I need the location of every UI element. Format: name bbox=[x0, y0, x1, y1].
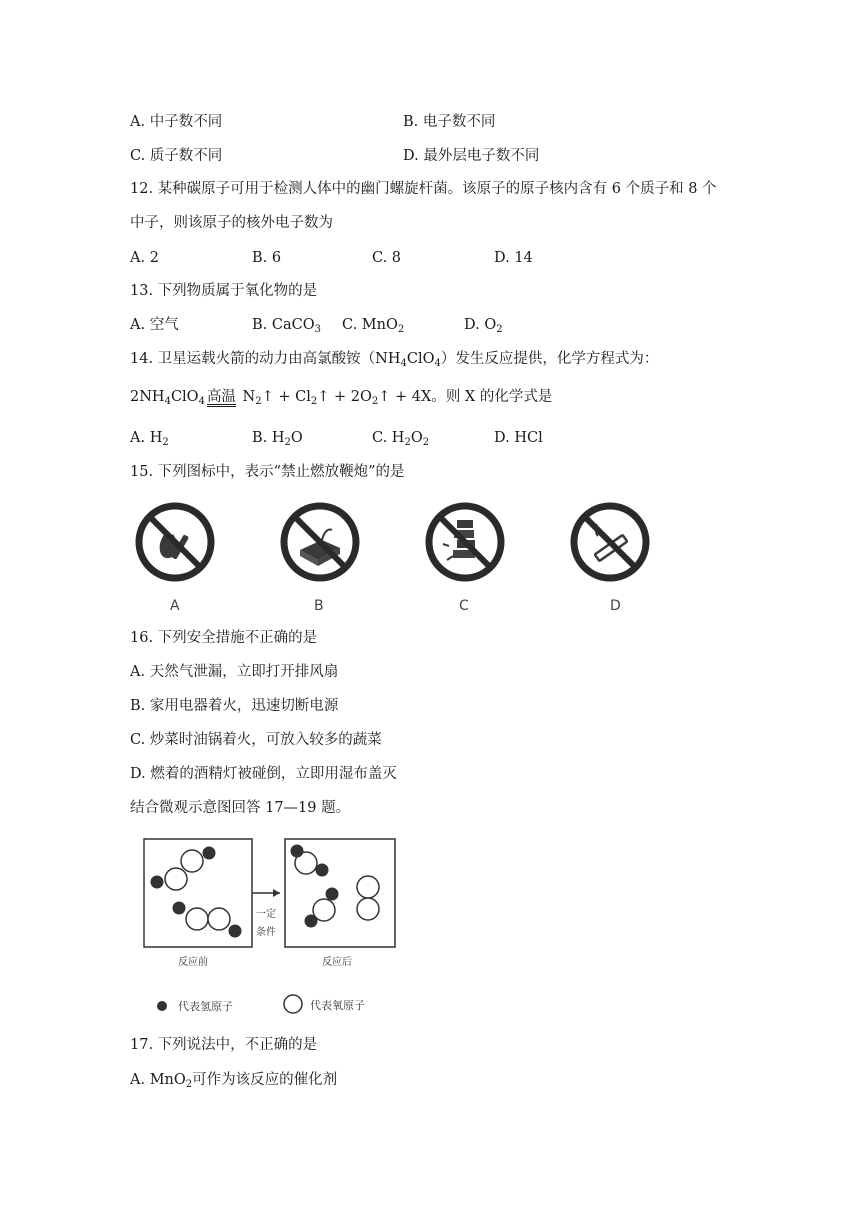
q16-stem: 16. 下列安全措施不正确的是 bbox=[130, 630, 318, 646]
q14-option-c: C. $H_2O_2$ bbox=[372, 430, 430, 448]
q16-option-c: C. 炒菜时油锅着火，可放入较多的蔬菜 bbox=[130, 732, 382, 748]
arrow-label-bottom: 条件 bbox=[256, 927, 276, 938]
legend-hydrogen: 代表氢原子 bbox=[178, 1000, 233, 1013]
q14-equation: $2NH_4ClO_4$ 高温 $N_2↑$ + $Cl_2↑$ + $2O_2↑ + 4X$。则 X 的化学式是 bbox=[130, 389, 553, 407]
q11-option-d: D. 最外层电子数不同 bbox=[403, 148, 540, 164]
arrow-label-top: 一定 bbox=[256, 909, 276, 920]
q12-option-c: C. 8 bbox=[372, 250, 402, 266]
legend-oxygen: 代表氧原子 bbox=[310, 999, 365, 1012]
sign-label-d: D bbox=[610, 598, 621, 614]
q13-option-d: D. $O_2$ bbox=[464, 317, 503, 335]
q12-stem-line2: 中子，则该原子的核外电子数为 bbox=[130, 215, 333, 231]
no-lighter-sign-icon bbox=[133, 500, 217, 584]
q17-option-a: A. MnO$_2$可作为该反应的催化剂 bbox=[130, 1072, 338, 1090]
q17-stem: 17. 下列说法中，不正确的是 bbox=[130, 1037, 318, 1053]
reaction-condition: 高温 bbox=[206, 389, 236, 405]
no-firecrackers-sign-icon bbox=[423, 500, 507, 584]
q11-option-b: B. 电子数不同 bbox=[403, 114, 496, 130]
q12-option-d: D. 14 bbox=[494, 250, 533, 266]
q14-option-b: B. $H_2O$ bbox=[252, 430, 303, 448]
q14-option-a: A. $H_2$ bbox=[130, 430, 169, 448]
sign-label-c: C bbox=[459, 598, 469, 614]
q15-stem: 15. 下列图标中，表示“禁止燃放鞭炮”的是 bbox=[130, 464, 405, 480]
q13-option-c: C. MnO$_2$ bbox=[342, 317, 405, 335]
hydrogen-legend-icon bbox=[157, 1001, 167, 1011]
q12-option-a: A. 2 bbox=[130, 250, 159, 266]
q12-option-b: B. 6 bbox=[252, 250, 282, 266]
q16-option-b: B. 家用电器着火，迅速切断电源 bbox=[130, 698, 339, 714]
q13-option-b: B. CaCO$_3$ bbox=[252, 317, 321, 335]
before-label: 反应前 bbox=[178, 957, 208, 968]
diagram-intro: 结合微观示意图回答 17—19 题。 bbox=[130, 800, 351, 816]
sign-label-a: A bbox=[170, 598, 180, 614]
after-label: 反应后 bbox=[322, 957, 352, 968]
q13-option-a: A. 空气 bbox=[130, 317, 179, 333]
q13-stem: 13. 下列物质属于氧化物的是 bbox=[130, 283, 318, 299]
q11-option-c: C. 质子数不同 bbox=[130, 148, 223, 164]
q11-option-a: A. 中子数不同 bbox=[130, 114, 223, 130]
no-explosives-sign-icon bbox=[278, 500, 362, 584]
q14-stem: 14. 卫星运载火箭的动力由高氯酸铵$(NH_4ClO_4)$发生反应提供，化学方程式为： bbox=[130, 351, 659, 369]
q12-stem-line1: 12. 某种碳原子可用于检测人体中的幽门螺旋杆菌。该原子的原子核内含有 6 个质子和 8 个 bbox=[130, 181, 717, 197]
q16-option-d: D. 燃着的酒精灯被碰倒，立即用湿布盖灭 bbox=[130, 766, 397, 782]
reaction-micro-diagram bbox=[140, 835, 410, 1020]
oxygen-legend-icon bbox=[284, 995, 302, 1013]
q16-option-a: A. 天然气泄漏，立即打开排风扇 bbox=[130, 664, 339, 680]
no-smoking-sign-icon bbox=[568, 500, 652, 584]
q14-option-d: D. HCl bbox=[494, 430, 543, 446]
sign-label-b: B bbox=[314, 598, 324, 614]
